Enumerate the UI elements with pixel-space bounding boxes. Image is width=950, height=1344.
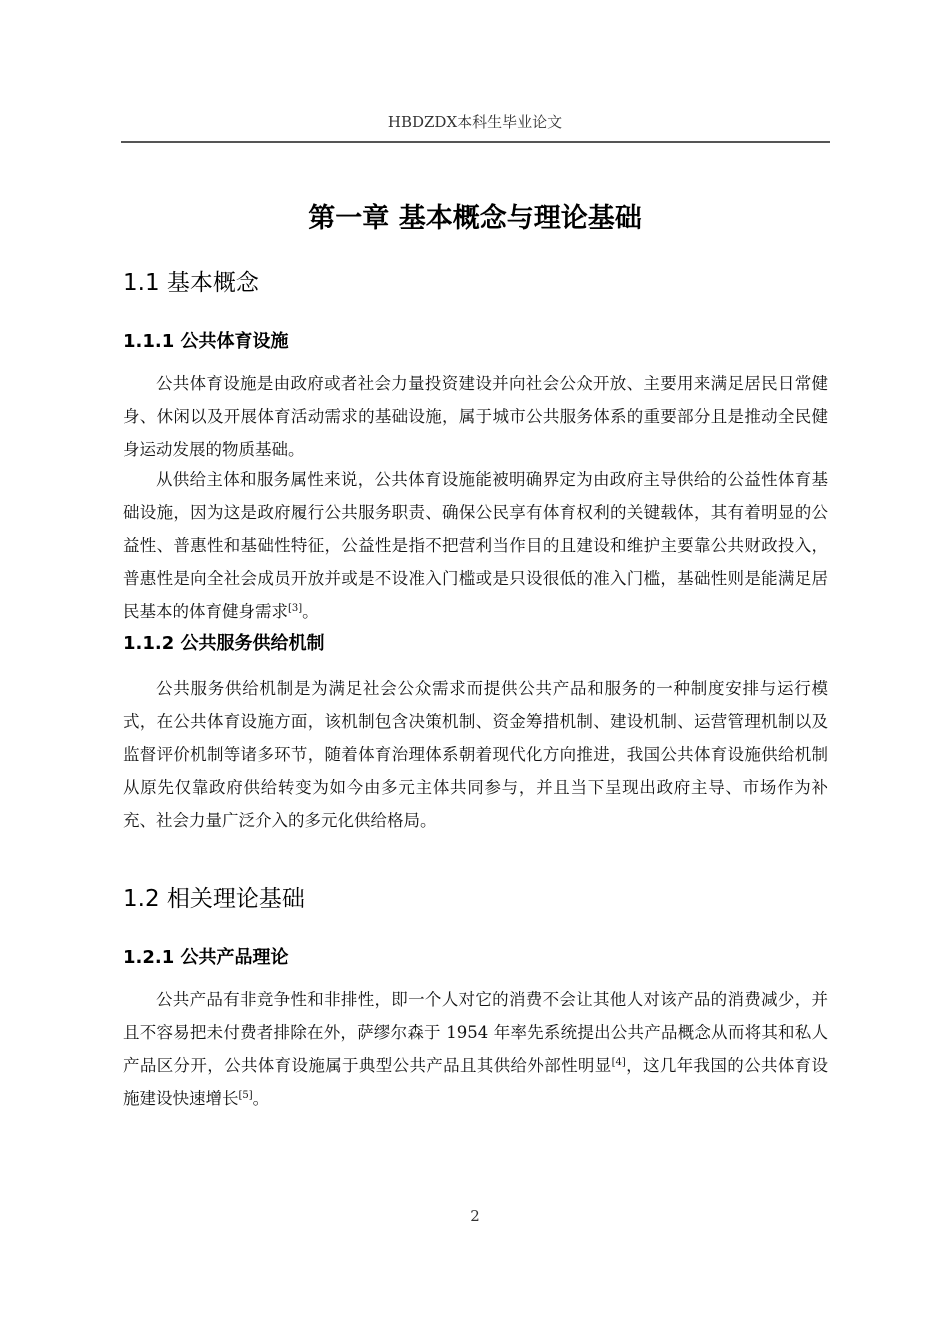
section-heading-1-1: 1.1 基本概念 xyxy=(123,270,259,296)
citation-ref: [3] xyxy=(288,603,303,614)
chapter-title: 第一章 基本概念与理论基础 xyxy=(308,203,642,234)
paragraph-text: 公共产品有非竞争性和非排性，即一个人对它的消费不会让其他人对该产品的消费减少，并且不容易把未付费者排除在外，萨缪尔森于 1954 年率先系统提出公共产品概念从而将其和私人产品区分开，公共体育设施属于典型公共产品且其供给外部性明显 xyxy=(123,990,828,1075)
paragraph-1-2-1 xyxy=(123,983,828,1115)
paragraph-end: 。 xyxy=(252,1089,270,1108)
subsection-heading-1-1-2: 1.1.2 公共服务供给机制 xyxy=(123,633,325,654)
paragraph-1-1-2: 公共服务供给机制是为满足社会公众需求而提供公共产品和服务的一种制度安排与运行模式，在公共体育设施方面，该机制包含决策机制、资金筹措机制、建设机制、运营管理机制以及监督评价机制等诸多环节，随着体育治理体系朝着现代化方向推进，我国公共体育设施供给机制从原先仅靠政府供给转变为如今由多元主体共同参与，并且当下呈现出政府主导、市场作为补充、社会力量广泛介入的多元化供给格局。 xyxy=(123,679,828,830)
running-header: HBDZDX本科生毕业论文 xyxy=(387,113,563,131)
subsection-heading-1-2-1: 1.2.1 公共产品理论 xyxy=(123,947,289,968)
section-heading-1-2: 1.2 相关理论基础 xyxy=(123,886,305,912)
subsection-heading-1-1-1: 1.1.1 公共体育设施 xyxy=(123,331,289,352)
citation-ref: [5] xyxy=(238,1090,253,1101)
page-number: 2 xyxy=(470,1207,480,1225)
paragraph-1-1-1-b xyxy=(123,463,828,628)
paragraph-text: 从供给主体和服务属性来说，公共体育设施能被明确界定为由政府主导供给的公益性体育基础设施，因为这是政府履行公共服务职责、确保公民享有体育权利的关键载体，其有着明显的公益性、普惠性和基础性特征，公益性是指不把营利当作目的且建设和维护主要靠公共财政投入，普惠性是向全社会成员开放并或是不设准入门槛或是只设很低的准入门槛，基础性则是能满足居民基本的体育健身需求 xyxy=(123,470,828,621)
header-divider xyxy=(121,141,830,143)
citation-ref: [4] xyxy=(611,1057,626,1068)
paragraph-text: ，这几年我国的公共体育设施建设快速增长 xyxy=(123,1056,829,1108)
paragraph-end: 。 xyxy=(302,602,319,621)
paragraph-1-1-1-a: 公共体育设施是由政府或者社会力量投资建设并向社会公众开放、主要用来满足居民日常健身、休闲以及开展体育活动需求的基础设施，属于城市公共服务体系的重要部分且是推动全民健身运动发展的物质基础。 xyxy=(123,374,828,459)
